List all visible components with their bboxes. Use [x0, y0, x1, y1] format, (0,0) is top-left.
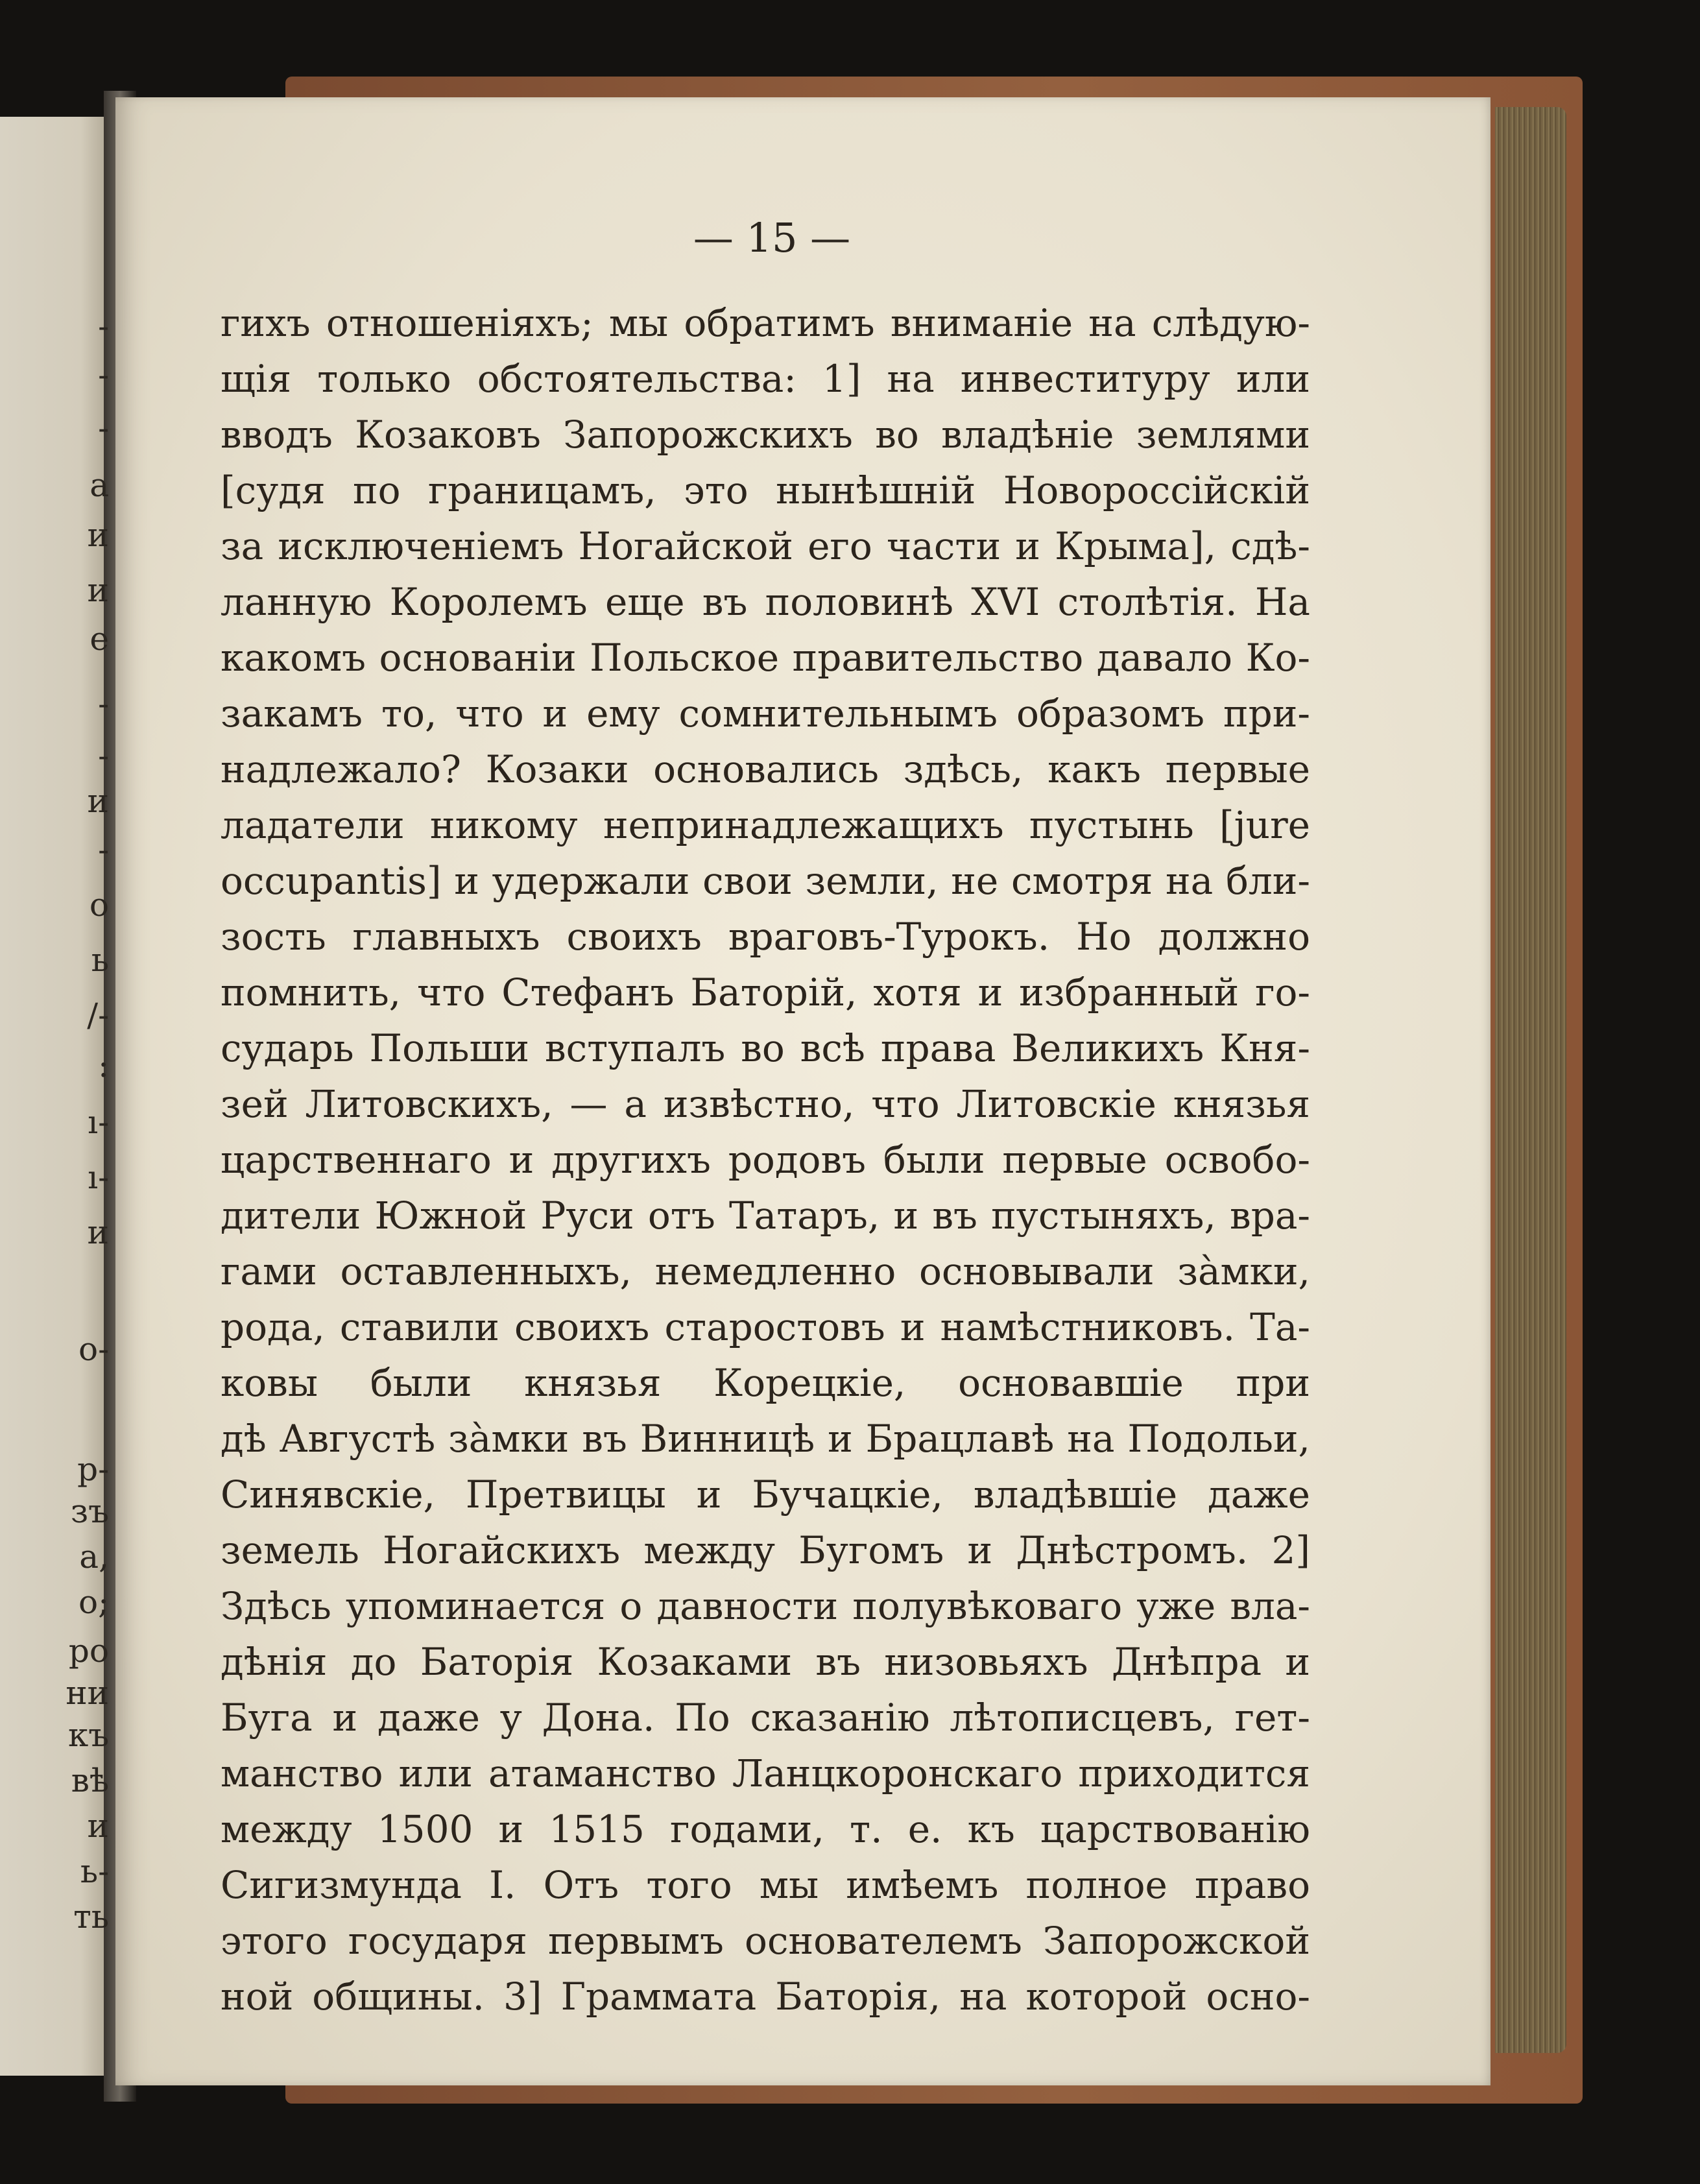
text-line: гихъ отношеніяхъ; мы обратимъ вниманіе на слѣдую- — [221, 302, 1310, 344]
text-line: помнить, что Стефанъ Баторій, хотя и избранный го- — [221, 971, 1310, 1014]
left-fragment: ı- — [88, 1158, 109, 1196]
left-fragment: е — [90, 620, 109, 658]
left-fragment: ь- — [80, 1853, 109, 1890]
text-line: ной общины. 3] Граммата Баторія, на которой осно- — [221, 1975, 1310, 2018]
left-fragment: о — [89, 886, 109, 924]
left-fragment: вѣ — [71, 1762, 109, 1799]
left-fragment: ь — [91, 941, 109, 979]
text-line: манство или атаманство Ланцкоронскаго приходится — [221, 1752, 1310, 1795]
left-fragment: /- — [87, 996, 109, 1034]
text-line: закамъ то, что и ему сомнительнымъ образомъ при- — [221, 692, 1310, 735]
left-fragment: къ — [67, 1716, 109, 1754]
left-fragment: и — [87, 782, 109, 820]
text-line: земель Ногайскихъ между Бугомъ и Днѣстромъ. 2] — [221, 1529, 1310, 1572]
left-fragment: - — [98, 831, 109, 869]
text-line: дѣ Августѣ зàмки въ Винницѣ и Брацлавѣ на Подольи, — [221, 1417, 1310, 1460]
text-line: [судя по границамъ, это нынѣшній Новороссійскій — [221, 469, 1310, 512]
text-line: Здѣсь упоминается о давности полувѣковаго уже вла- — [221, 1585, 1310, 1627]
text-line: щія только обстоятельства: 1] на инвеституру или — [221, 357, 1310, 400]
left-fragment: а, — [79, 1538, 109, 1576]
left-fragment: - — [98, 356, 109, 394]
left-fragment: и — [87, 1214, 109, 1251]
text-line: гами оставленныхъ, немедленно основывали зàмки, — [221, 1250, 1310, 1293]
left-fragment: и — [87, 571, 109, 609]
text-line: за исключеніемъ Ногайской его части и Крыма], сдѣ- — [221, 525, 1310, 568]
left-fragment: о- — [78, 1330, 109, 1368]
text-line: рода, ставили своихъ старостовъ и намѣстниковъ. Та- — [221, 1306, 1310, 1349]
left-fragment: ть — [73, 1898, 109, 1936]
left-fragment: р- — [77, 1450, 109, 1488]
text-line: какомъ основаніи Польское правительство давало Ко- — [221, 636, 1310, 679]
text-line: сударь Польши вступалъ во всѣ права Великихъ Кня- — [221, 1027, 1310, 1070]
left-fragment: ро — [68, 1632, 109, 1670]
text-line: вводъ Козаковъ Запорожскихъ во владѣніе землями — [221, 413, 1310, 456]
text-line: occupantis] и удержали свои земли, не смотря на бли- — [221, 859, 1310, 902]
text-line: Сигизмунда I. Отъ того мы имѣемъ полное право — [221, 1864, 1310, 1906]
left-fragment: - — [98, 409, 109, 447]
left-fragment: ı- — [88, 1103, 109, 1141]
left-fragment: - — [98, 737, 109, 774]
text-line: ланную Королемъ еще въ половинѣ XVI столѣтія. На — [221, 581, 1310, 623]
text-line: зость главныхъ своихъ враговъ-Турокъ. Но должно — [221, 915, 1310, 958]
left-fragment: и — [87, 1807, 109, 1845]
text-line: дители Южной Руси отъ Татаръ, и въ пустыняхъ, вра- — [221, 1194, 1310, 1237]
left-fragment: : — [98, 1047, 109, 1085]
text-line: дѣнія до Баторія Козаками въ низовьяхъ Днѣпра и — [221, 1640, 1310, 1683]
left-fragment: - — [98, 685, 109, 723]
text-line: зей Литовскихъ, — а извѣстно, что Литовскіе князья — [221, 1083, 1310, 1125]
left-fragment: о; — [78, 1583, 109, 1621]
left-fragment: - — [98, 307, 109, 345]
text-line: надлежало? Козаки основались здѣсь, какъ первые — [221, 748, 1310, 791]
text-line: Синявскіе, Претвицы и Бучацкіе, владѣвшіе даже — [221, 1473, 1310, 1516]
text-line: между 1500 и 1515 годами, т. е. къ царствованію — [221, 1808, 1310, 1851]
page-edges — [1495, 107, 1566, 2053]
page-number: — 15 — — [693, 214, 851, 261]
left-fragment: и — [87, 516, 109, 554]
text-line: Буга и даже у Дона. По сказанію лѣтописцевъ, гет- — [221, 1696, 1310, 1739]
left-fragment: а — [90, 466, 109, 504]
text-line: ковы были князья Корецкіе, основавшіе при — [221, 1362, 1310, 1404]
text-line: ладатели никому непринадлежащихъ пустынь [jure — [221, 804, 1310, 846]
left-fragment: ни — [66, 1674, 109, 1712]
text-line: царственнаго и другихъ родовъ были первые освобо- — [221, 1138, 1310, 1181]
text-line: этого государя первымъ основателемъ Запорожской — [221, 1919, 1310, 1962]
left-fragment: зъ — [70, 1493, 109, 1530]
